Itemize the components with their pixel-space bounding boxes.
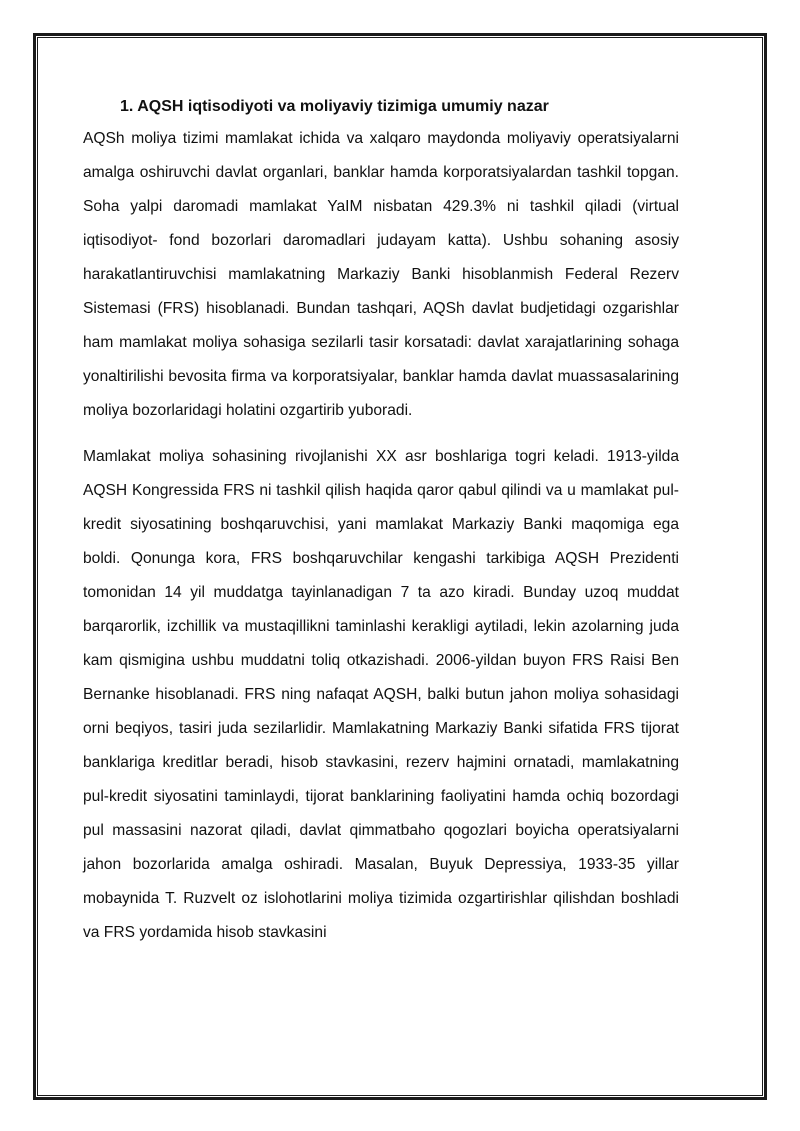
paragraph-2: Mamlakat moliya sohasining rivojlanishi XX asr boshlariga togri keladi. 1913-yilda AQSH Kongressida FRS ni tashkil qilish haqida qaror qabul qilindi va u mamlakat pul-kredit siyosatining boshqaruvchisi, yani mamlakat Markaziy Banki maqomiga ega boldi. Qonunga kora, FRS boshqaruvchilar kengashi tarkibiga AQSH Prezidenti tomonidan 14 yil muddatga tayinlanadigan 7 ta azo kiradi. Bunday uzoq muddat barqarorlik, izchillik va mustaqillikni taminlashi kerakligi aytiladi, lekin azolarning juda kam qismigina ushbu muddatni toliq otkazishadi. 2006-yildan buyon FRS Raisi Ben Bernanke hisoblanadi. FRS ning nafaqat AQSH, balki butun jahon moliya sohasidagi orni beqiyos, tasiri juda sezilarlidir. Mamlakatning Markaziy Banki sifatida FRS tijorat banklariga kreditlar beradi, hisob stavkasini, rezerv hajmini ornatadi, mamlakatning pul-kredit siyosatini taminlaydi, tijorat banklarining faoliyatini hamda ochiq bozordagi pul massasini nazorat qiladi, davlat qimmatbaho qogozlari boyicha operatsiyalarni jahon bozorlarida amalga oshiradi. Masalan, Buyuk Depressiya, 1933-35 yillar mobaynida T. Ruzvelt oz islohotlarini moliya tizimida ozgartirishlar qilishdan boshladi va FRS yordamida hisob stavkasini bbox=[83, 448, 679, 941]
document-body bbox=[83, 94, 679, 962]
section-heading: 1. AQSH iqtisodiyoti va moliyaviy tizimiga umumiy nazar bbox=[120, 98, 549, 115]
paragraph-1: AQSh moliya tizimi mamlakat ichida va xalqaro maydonda moliyaviy operatsiyalarni amalga oshiruvchi davlat organlari, banklar hamda korporatsiyalardan tashkil topgan. Soha yalpi daromadi mamlakat YaIM nisbatan 429.3% ni tashkil qiladi (virtual iqtisodiyot- fond bozorlari daromadlari judayam katta). Ushbu sohaning asosiy harakatlantiruvchisi mamlakatning Markaziy Banki hisoblanmish Federal Rezerv Sistemasi (FRS) hisoblanadi. Bundan tashqari, AQSh davlat budjetidagi ozgarishlar ham mamlakat moliya sohasiga sezilarli tasir korsatadi: davlat xarajatlarining sohaga yonaltirilishi bevosita firma va korporatsiyalar, banklar hamda davlat muassasalarining moliya bozorlaridagi holatini ozgartirib yuboradi. bbox=[83, 130, 679, 419]
